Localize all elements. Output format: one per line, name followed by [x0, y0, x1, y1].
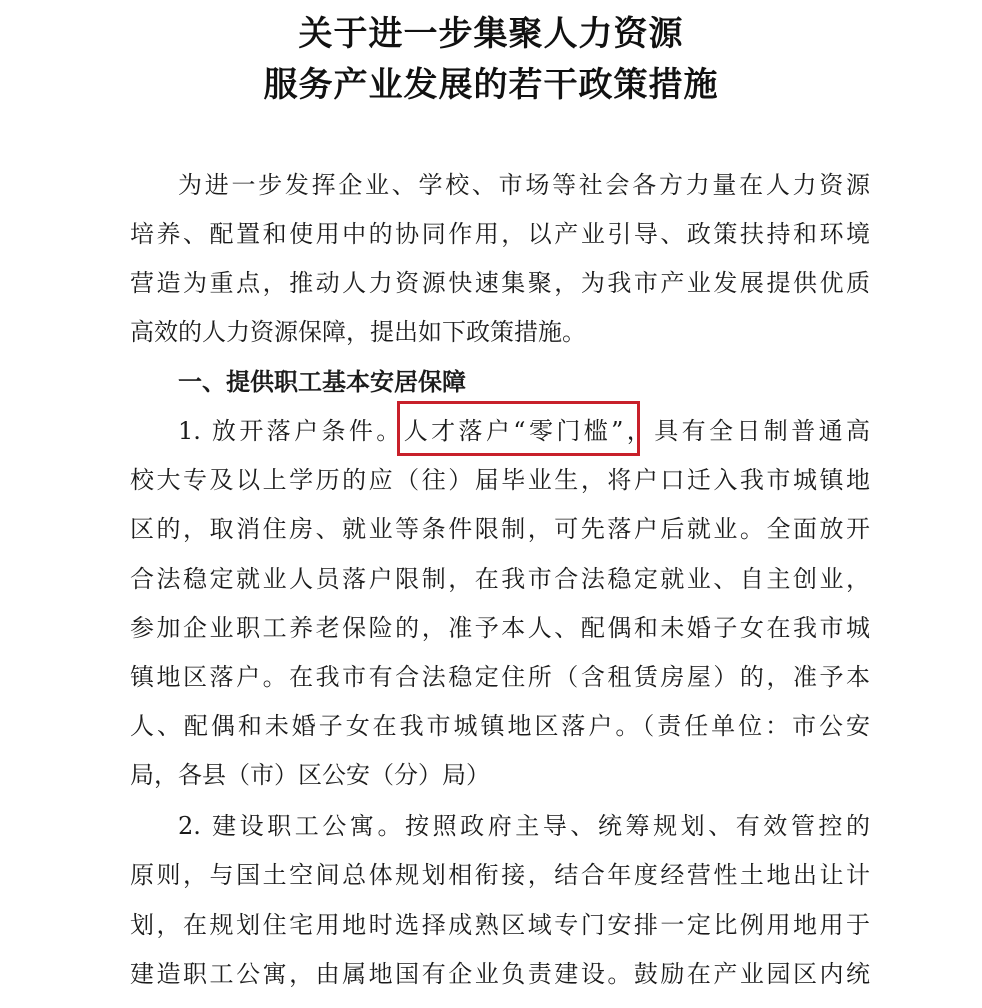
section-heading: 一、提供职工基本安居保障: [178, 367, 466, 396]
paragraph-line: 为进一步发挥企业、学校、市场等社会各方力量在人力资源: [178, 171, 870, 199]
paragraph-line: 原则，与国土空间总体规划相衔接，结合年度经营性土地出让计: [130, 861, 870, 889]
highlight-box: [397, 401, 640, 456]
paragraph-line: 划，在规划住宅用地时选择成熟区域专门安排一定比例用地用于: [130, 911, 870, 939]
paragraph-line: 局，各县（市）区公安（分）局）: [130, 761, 490, 789]
paragraph-line: 合法稳定就业人员落户限制，在我市合法稳定就业、自主创业，: [130, 565, 870, 593]
paragraph-line: 人、配偶和未婚子女在我市城镇地区落户。（责任单位：市公安: [130, 712, 870, 740]
paragraph-line: 校大专及以上学历的应（往）届毕业生，将户口迁入我市城镇地: [130, 466, 870, 494]
paragraph-line: 培养、配置和使用中的协同作用，以产业引导、政策扶持和环境: [130, 220, 870, 248]
paragraph-line: 营造为重点，推动人力资源快速集聚，为我市产业发展提供优质: [130, 269, 870, 297]
document-title-line-2: 服务产业发展的若干政策措施: [263, 65, 719, 105]
document-title-line-1: 关于进一步集聚人力资源: [298, 14, 684, 54]
paragraph-line: 区的，取消住房、就业等条件限制，可先落户后就业。全面放开: [130, 515, 870, 543]
paragraph-line: 高效的人力资源保障，提出如下政策措施。: [130, 318, 586, 346]
paragraph-line: 建造职工公寓，由属地国有企业负责建设。鼓励在产业园区内统: [130, 960, 870, 988]
paragraph-line: 1. 放开落户条件。人才落户“零门槛”，具有全日制普通高: [178, 417, 870, 445]
paragraph-line: 参加企业职工养老保险的，准予本人、配偶和未婚子女在我市城: [130, 614, 870, 642]
paragraph-line: 镇地区落户。在我市有合法稳定住所（含租赁房屋）的，准予本: [130, 663, 870, 691]
paragraph-line: 2. 建设职工公寓。按照政府主导、统筹规划、有效管控的: [178, 812, 870, 840]
